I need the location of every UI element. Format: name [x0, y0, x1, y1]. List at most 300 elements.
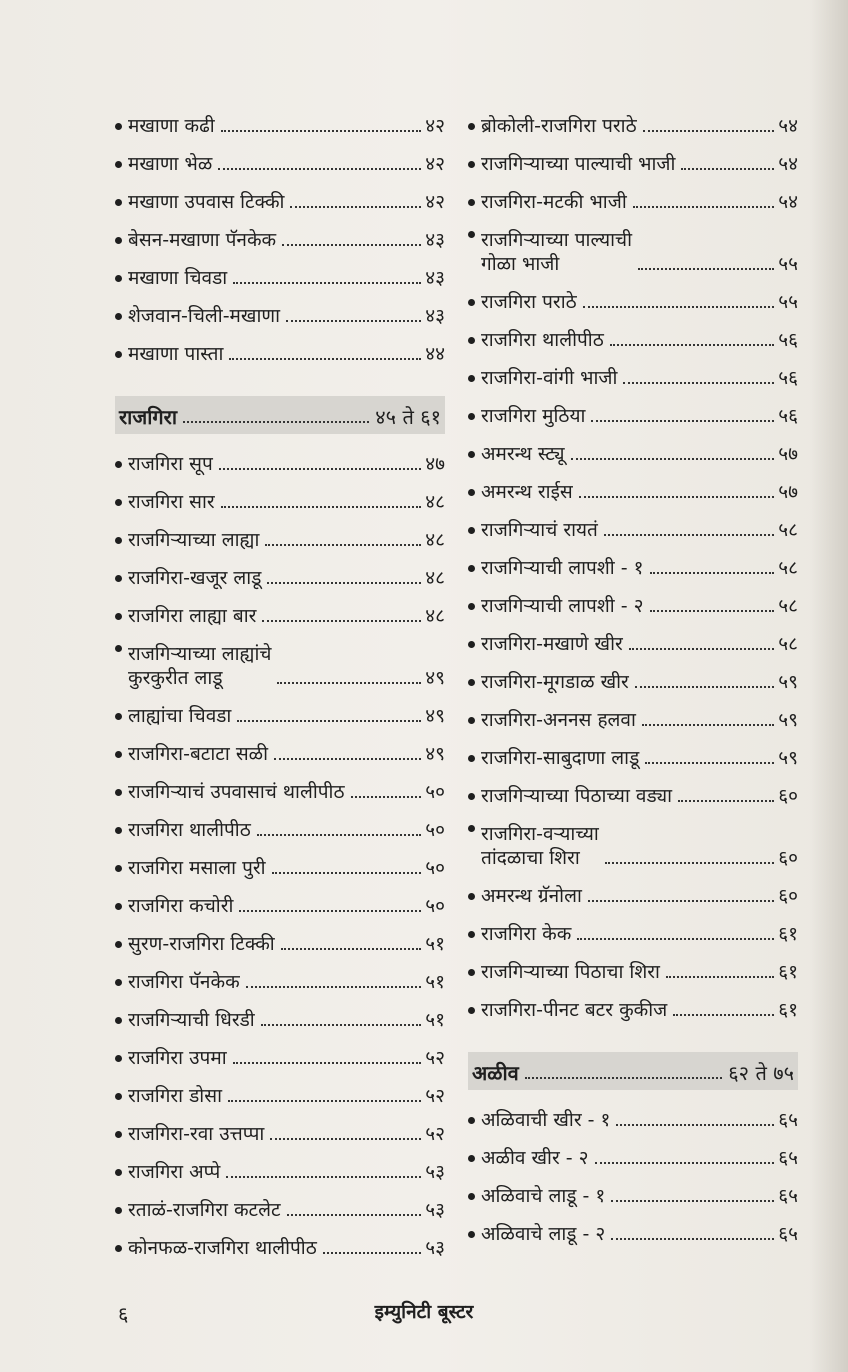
toc-entry [468, 214, 798, 276]
entry-title [128, 1160, 220, 1184]
entry-page-number: ६५ [778, 1223, 798, 1245]
toc-entry [468, 908, 798, 946]
entry-title [481, 670, 629, 694]
entry-title-line: राजगिरा सूप [128, 453, 213, 475]
dot-leader [218, 168, 421, 170]
dot-leader [219, 468, 421, 470]
entry-title-line: राजगिऱ्याच्या पिठाच्या वड्या [481, 785, 673, 807]
entry-page-number: ५७ [778, 481, 798, 503]
toc-left-column [115, 100, 445, 1260]
dot-leader [239, 910, 421, 912]
entry-page-number: ५० [425, 857, 445, 879]
dot-leader [290, 206, 421, 208]
bullet-icon [468, 755, 475, 762]
bullet-icon [115, 789, 122, 796]
dot-leader [604, 534, 774, 536]
toc-entry [115, 176, 445, 214]
bullet-icon [468, 337, 475, 344]
bullet-icon [115, 613, 122, 620]
bullet-icon [468, 527, 475, 534]
toc-entry [115, 100, 445, 138]
dot-leader [270, 1138, 421, 1140]
entry-title [128, 1198, 281, 1222]
entry-page-number: ६५ [778, 1185, 798, 1207]
dot-leader [611, 1200, 774, 1202]
bullet-icon [468, 489, 475, 496]
entry-title [128, 1008, 255, 1032]
entry-title-line: कुरकुरीत लाडू [128, 667, 223, 689]
toc-entry [468, 504, 798, 542]
dot-leader [281, 948, 422, 950]
entry-title [128, 856, 266, 880]
toc-entry [468, 176, 798, 214]
entry-title-line: मखाणा पास्ता [128, 343, 224, 365]
dot-leader [643, 130, 775, 132]
toc-entry [115, 880, 445, 918]
entry-title [128, 1122, 264, 1146]
entry-title [128, 304, 280, 328]
dot-leader [267, 582, 421, 584]
toc-entry [468, 428, 798, 466]
bullet-icon [115, 979, 122, 986]
entry-page-number: ५८ [778, 519, 798, 541]
toc-entry [468, 138, 798, 176]
entry-title [128, 1236, 317, 1260]
entry-title [481, 442, 565, 466]
entry-page-number: ५८ [778, 557, 798, 579]
bullet-icon [115, 751, 122, 758]
entry-title [481, 708, 636, 732]
entry-title [128, 1046, 227, 1070]
entry-title-line: तांदळाचा शिरा [481, 847, 580, 869]
bullet-icon [115, 903, 122, 910]
dot-leader [286, 320, 421, 322]
dot-leader [629, 648, 774, 650]
toc-entry [115, 552, 445, 590]
bullet-icon [115, 461, 122, 468]
dot-leader [228, 1100, 421, 1102]
entry-page-number: ५० [425, 781, 445, 803]
entry-title-line: मखाणा चिवडा [128, 267, 228, 289]
entry-title [481, 518, 598, 542]
entry-page-number: ४३ [425, 229, 445, 251]
entry-title-line: राजगिरा-रवा उत्तप्पा [128, 1123, 265, 1145]
dot-leader [681, 168, 774, 170]
bullet-icon [115, 827, 122, 834]
toc-section-heading [468, 1052, 798, 1090]
entry-title-line: अळिवाचे लाडू - २ [481, 1223, 606, 1245]
section-spacer [115, 366, 445, 386]
toc-entry [115, 438, 445, 476]
dot-leader [623, 382, 774, 384]
bullet-icon [468, 199, 475, 206]
bullet-icon [468, 717, 475, 724]
dot-leader [183, 421, 369, 423]
entry-page-number: ५४ [778, 115, 798, 137]
entry-title [481, 1222, 605, 1246]
bullet-icon [468, 1007, 475, 1014]
dot-leader [233, 1062, 422, 1064]
section-title: राजगिरा [119, 405, 177, 429]
entry-title [481, 328, 604, 352]
dot-leader [246, 986, 422, 988]
entry-page-number: ४९ [425, 667, 445, 689]
entry-title-line: राजगिरा पॅनकेक [128, 971, 240, 993]
entry-title-line: राजगिरा-मखाणे खीर [481, 633, 623, 655]
entry-page-number: ५२ [425, 1047, 445, 1069]
entry-page-number: ५८ [778, 633, 798, 655]
entry-title-line: राजगिऱ्याचं रायतं [481, 519, 598, 541]
entry-title-line: राजगिऱ्याच्या पाल्याची भाजी [481, 153, 676, 175]
toc-entry [115, 842, 445, 880]
bullet-icon [115, 865, 122, 872]
section-page-range: ४५ ते ६१ [375, 405, 441, 429]
entry-page-number: ४४ [425, 343, 445, 365]
entry-title-line: राजगिरा सार [128, 491, 215, 513]
bullet-icon [468, 641, 475, 648]
bullet-icon [468, 825, 475, 832]
entry-title [128, 642, 271, 690]
entry-title-line: अळिवाची खीर - १ [481, 1109, 611, 1131]
footer-book-title: इम्युनिटी बूस्टर [374, 1301, 474, 1323]
entry-title [128, 970, 240, 994]
dot-leader [571, 458, 775, 460]
entry-page-number: ४३ [425, 267, 445, 289]
entry-title [481, 822, 599, 870]
toc-entry [115, 766, 445, 804]
bullet-icon [468, 1193, 475, 1200]
entry-title-line: अमरन्थ राईस [481, 481, 573, 503]
toc-right-column [468, 100, 798, 1246]
entry-page-number: ५९ [778, 671, 798, 693]
bullet-icon [468, 375, 475, 382]
bullet-icon [468, 679, 475, 686]
entry-title [481, 1108, 610, 1132]
entry-title-line: शेजवान-चिली-मखाणा [128, 305, 281, 327]
entry-page-number: ४८ [425, 605, 445, 627]
entry-page-number: ४३ [425, 305, 445, 327]
bullet-icon [115, 1245, 122, 1252]
entry-title [128, 490, 215, 514]
entry-title-line: राजगिऱ्याच्या लाह्या [128, 529, 260, 551]
dot-leader [616, 1124, 774, 1126]
entry-title-line: राजगिरा अप्पे [128, 1161, 221, 1183]
toc-entry [115, 956, 445, 994]
entry-title-line: राजगिरा-वांगी भाजी [481, 367, 618, 389]
toc-entry [115, 1146, 445, 1184]
bullet-icon [468, 931, 475, 938]
entry-title-line: गोळा भाजी [481, 253, 560, 275]
entry-title [481, 290, 577, 314]
dot-leader [650, 610, 775, 612]
bullet-icon [115, 1207, 122, 1214]
entry-title-line: राजगिऱ्याची धिरडी [128, 1009, 255, 1031]
toc-entry [468, 946, 798, 984]
entry-title [481, 556, 644, 580]
dot-leader [265, 544, 421, 546]
entry-title [481, 366, 617, 390]
entry-page-number: ५५ [778, 253, 798, 275]
entry-title-line: राजगिऱ्याची लापशी - २ [481, 595, 644, 617]
entry-title-line: राजगिऱ्याची लापशी - १ [481, 557, 644, 579]
toc-entry [468, 314, 798, 352]
bullet-icon [468, 1117, 475, 1124]
toc-entry [468, 870, 798, 908]
entry-page-number: ६० [778, 785, 798, 807]
bullet-icon [468, 793, 475, 800]
entry-title-line: राजगिरा-मटकी भाजी [481, 191, 627, 213]
entry-title-line: राजगिरा-वऱ्याच्या [481, 823, 599, 845]
toc-entry [468, 732, 798, 770]
toc-entry [115, 1108, 445, 1146]
toc-entry [115, 476, 445, 514]
entry-title-line: राजगिरा-मूगडाळ खीर [481, 671, 629, 693]
bullet-icon [115, 1093, 122, 1100]
dot-leader [261, 1024, 422, 1026]
bullet-icon [115, 275, 122, 282]
bullet-icon [115, 1055, 122, 1062]
toc-entry [115, 918, 445, 956]
entry-title-line: राजगिरा मसाला पुरी [128, 857, 266, 879]
entry-title-line: राजगिरा उपमा [128, 1047, 227, 1069]
entry-title [481, 632, 623, 656]
entry-title [481, 884, 582, 908]
entry-title [128, 266, 227, 290]
entry-title [128, 604, 256, 628]
entry-page-number: ५१ [425, 971, 445, 993]
entry-title [481, 152, 675, 176]
entry-title-line: राजगिरा-बटाटा सळी [128, 743, 269, 765]
entry-page-number: ५० [425, 895, 445, 917]
page-edge-shadow [810, 0, 848, 1372]
entry-title [481, 998, 667, 1022]
entry-title-line: राजगिरा पराठे [481, 291, 577, 313]
dot-leader [591, 420, 774, 422]
dot-leader [287, 1214, 422, 1216]
bullet-icon [115, 1169, 122, 1176]
toc-entry [468, 542, 798, 580]
entry-title-line: राजगिरा थालीपीठ [481, 329, 604, 351]
entry-title [481, 594, 644, 618]
entry-title-line: राजगिरा डोसा [128, 1085, 222, 1107]
dot-leader [277, 682, 421, 684]
entry-page-number: ४७ [425, 453, 445, 475]
entry-title [128, 566, 261, 590]
entry-title [128, 704, 231, 728]
entry-title-line: अमरन्थ स्ट्यू [481, 443, 565, 465]
toc-entry [115, 1222, 445, 1260]
entry-title [481, 1146, 589, 1170]
dot-leader [272, 872, 422, 874]
bullet-icon [115, 161, 122, 168]
dot-leader [610, 344, 774, 346]
entry-title [481, 228, 632, 276]
entry-title-line: लाह्यांचा चिवडा [128, 705, 232, 727]
toc-entry [115, 1070, 445, 1108]
bullet-icon [468, 299, 475, 306]
toc-entry [115, 728, 445, 766]
entry-title-line: सुरण-राजगिरा टिक्की [128, 933, 275, 955]
dot-leader [673, 1014, 774, 1016]
entry-page-number: ५० [425, 819, 445, 841]
toc-entry [468, 808, 798, 870]
toc-entry [468, 352, 798, 390]
dot-leader [226, 1176, 421, 1178]
bullet-icon [115, 941, 122, 948]
dot-leader [525, 1077, 723, 1079]
dot-leader [323, 1252, 421, 1254]
section-spacer [468, 1022, 798, 1042]
entry-page-number: ४९ [425, 705, 445, 727]
entry-title [481, 746, 639, 770]
bullet-icon [115, 713, 122, 720]
entry-title-line: ब्रोकोली-राजगिरा पराठे [481, 115, 637, 137]
bullet-icon [468, 893, 475, 900]
entry-title-line: राजगिऱ्याच्या पिठाचा शिरा [481, 961, 660, 983]
toc-entry [468, 466, 798, 504]
entry-page-number: ५१ [425, 1009, 445, 1031]
bullet-icon [468, 1155, 475, 1162]
toc-entry [468, 100, 798, 138]
dot-leader [605, 862, 774, 864]
entry-title [481, 922, 571, 946]
bullet-icon [115, 199, 122, 206]
entry-title-line: अमरन्थ ग्रॅनोला [481, 885, 582, 907]
bullet-icon [468, 969, 475, 976]
entry-page-number: ४८ [425, 567, 445, 589]
toc-entry [115, 690, 445, 728]
dot-leader [579, 496, 774, 498]
dot-leader [638, 268, 774, 270]
toc-entry [468, 770, 798, 808]
toc-entry [115, 290, 445, 328]
entry-title [481, 404, 585, 428]
entry-title [128, 190, 284, 214]
entry-title-line: अळिवाचे लाडू - १ [481, 1185, 606, 1207]
toc-entry [115, 1032, 445, 1070]
entry-page-number: ५२ [425, 1123, 445, 1145]
toc-entry [115, 628, 445, 690]
entry-title-line: राजगिरा-साबुदाणा लाडू [481, 747, 640, 769]
bullet-icon [115, 499, 122, 506]
entry-title-line: अळीव खीर - २ [481, 1147, 589, 1169]
bullet-icon [468, 413, 475, 420]
dot-leader [577, 938, 774, 940]
entry-page-number: ४९ [425, 743, 445, 765]
dot-leader [645, 762, 774, 764]
entry-page-number: ५४ [778, 153, 798, 175]
toc-entry [115, 138, 445, 176]
toc-entry [468, 694, 798, 732]
bullet-icon [468, 123, 475, 130]
toc-entry [115, 252, 445, 290]
entry-page-number: ४२ [425, 191, 445, 213]
dot-leader [221, 130, 422, 132]
entry-page-number: ५४ [778, 191, 798, 213]
dot-leader [221, 506, 422, 508]
entry-page-number: ५१ [425, 933, 445, 955]
toc-entry [468, 618, 798, 656]
toc-entry [468, 984, 798, 1022]
toc-entry [115, 214, 445, 252]
entry-title [128, 818, 251, 842]
entry-title [481, 1184, 605, 1208]
bullet-icon [468, 231, 475, 238]
entry-title [128, 528, 259, 552]
entry-title-line: राजगिरा केक [481, 923, 572, 945]
entry-page-number: ४८ [425, 491, 445, 513]
dot-leader [666, 976, 774, 978]
dot-leader [282, 244, 421, 246]
bullet-icon [468, 161, 475, 168]
dot-leader [583, 306, 775, 308]
entry-page-number: ४२ [425, 115, 445, 137]
entry-page-number: ६५ [778, 1109, 798, 1131]
entry-title [481, 784, 672, 808]
entry-title [128, 452, 213, 476]
entry-page-number: ५६ [778, 367, 798, 389]
footer-page-number: ६ [118, 1302, 129, 1326]
entry-title-line: राजगिरा-पीनट बटर कुकीज [481, 999, 668, 1021]
entry-title-line: राजगिऱ्याचं उपवासाचं थालीपीठ [128, 781, 345, 803]
bullet-icon [115, 645, 122, 652]
entry-title-line: रताळं-राजगिरा कटलेट [128, 1199, 281, 1221]
bullet-icon [468, 565, 475, 572]
entry-page-number: ६१ [778, 961, 798, 983]
toc-entry [468, 656, 798, 694]
entry-title-line: राजगिरा थालीपीठ [128, 819, 251, 841]
entry-page-number: ५३ [425, 1199, 445, 1221]
toc-entry [115, 328, 445, 366]
entry-title-line: मखाणा उपवास टिक्की [128, 191, 285, 213]
dot-leader [650, 572, 775, 574]
entry-page-number: ५९ [778, 709, 798, 731]
entry-title [481, 114, 637, 138]
bullet-icon [115, 537, 122, 544]
dot-leader [233, 282, 421, 284]
entry-page-number: ४८ [425, 529, 445, 551]
entry-title-line: राजगिरा-खजूर लाडू [128, 567, 262, 589]
toc-entry [115, 514, 445, 552]
entry-page-number: ५२ [425, 1085, 445, 1107]
dot-leader [274, 758, 421, 760]
entry-page-number: ५६ [778, 329, 798, 351]
entry-title [128, 1084, 222, 1108]
entry-page-number: ६१ [778, 999, 798, 1021]
bullet-icon [115, 575, 122, 582]
entry-title-line: कोनफळ-राजगिरा थालीपीठ [128, 1237, 317, 1259]
bullet-icon [468, 1231, 475, 1238]
bullet-icon [115, 1131, 122, 1138]
toc-entry [468, 1132, 798, 1170]
entry-page-number: ५५ [778, 291, 798, 313]
dot-leader [595, 1162, 775, 1164]
dot-leader [633, 206, 774, 208]
toc-entry [115, 1184, 445, 1222]
dot-leader [262, 620, 421, 622]
entry-title-line: मखाणा कढी [128, 115, 215, 137]
entry-title [128, 342, 223, 366]
entry-title-line: राजगिरा मुठिया [481, 405, 586, 427]
entry-page-number: ६५ [778, 1147, 798, 1169]
entry-page-number: ६० [778, 847, 798, 869]
dot-leader [351, 796, 422, 798]
entry-title [481, 480, 573, 504]
entry-title [128, 780, 345, 804]
entry-title-line: राजगिरा-अननस हलवा [481, 709, 636, 731]
entry-title [128, 152, 212, 176]
dot-leader [588, 900, 774, 902]
